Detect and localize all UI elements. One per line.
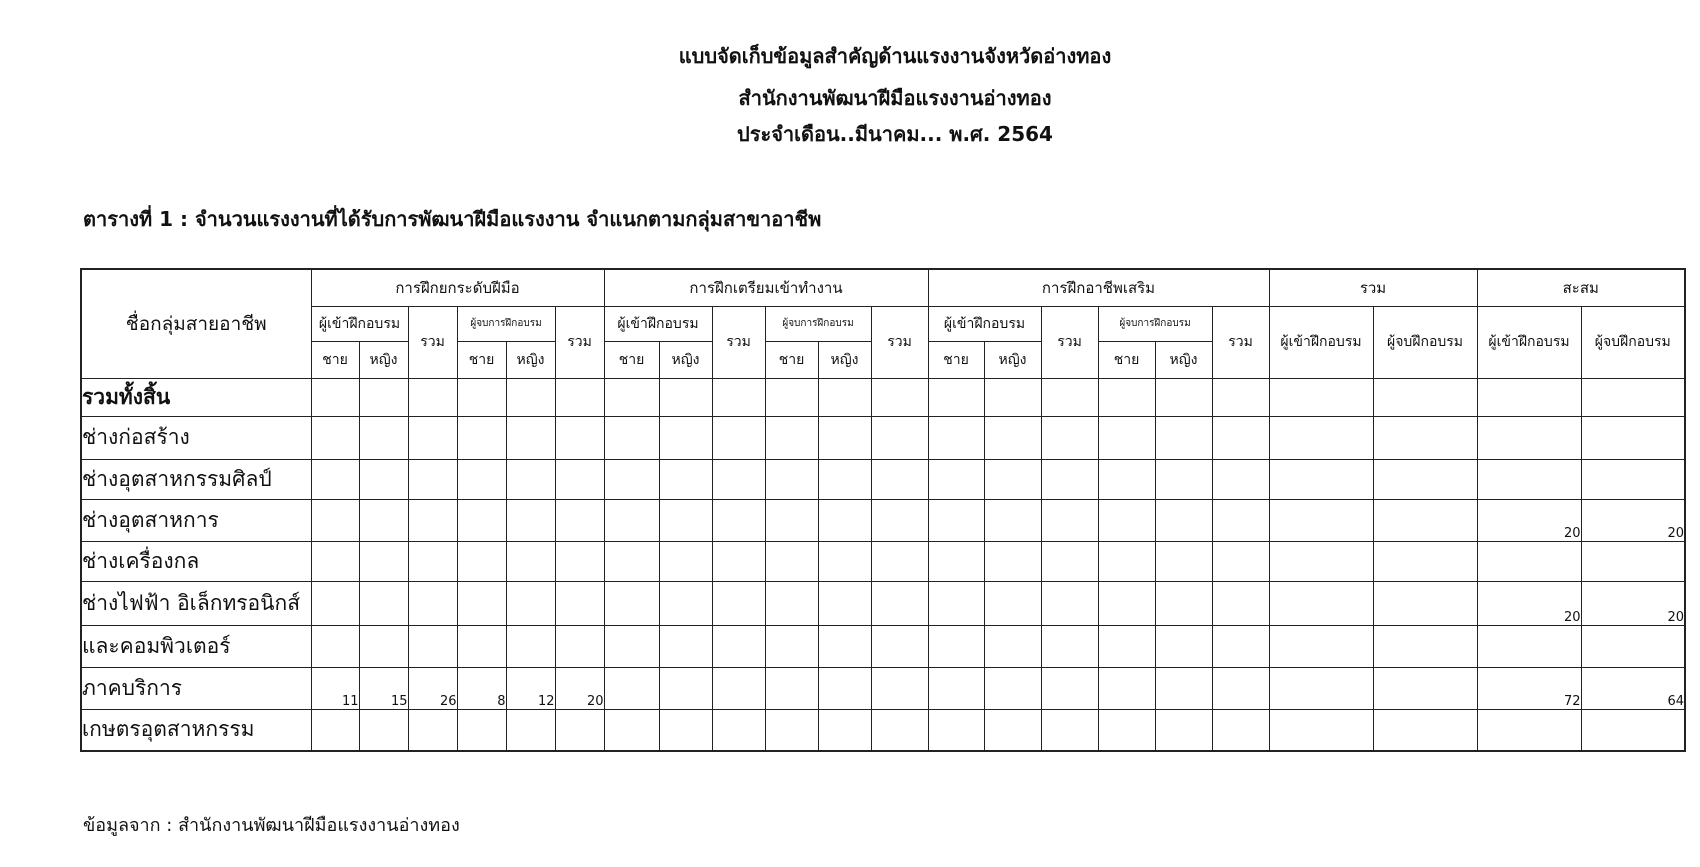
table-cell <box>1581 416 1685 459</box>
table-cell: 20 <box>1477 581 1581 625</box>
table-cell <box>871 709 928 751</box>
table-row <box>81 581 1685 625</box>
total-header: รวม <box>1212 306 1269 378</box>
table-cell <box>457 625 506 667</box>
female-header: หญิง <box>659 341 712 378</box>
table-cell <box>928 459 984 499</box>
table-cell <box>1477 378 1581 416</box>
name-column-header: ชื่อกลุ่มสายอาชีพ <box>81 269 311 378</box>
table-cell <box>1269 625 1373 667</box>
table-row <box>81 541 1685 581</box>
table-cell <box>928 499 984 541</box>
table-cell <box>457 581 506 625</box>
table-cell <box>818 459 871 499</box>
table-cell <box>1373 459 1477 499</box>
table-cell <box>818 667 871 709</box>
table-cell <box>984 709 1041 751</box>
table-cell <box>555 499 604 541</box>
table-cell <box>928 378 984 416</box>
table-cell <box>1269 581 1373 625</box>
table-cell <box>1581 378 1685 416</box>
table-cell <box>928 541 984 581</box>
table-cell <box>555 459 604 499</box>
table-cell <box>1155 709 1212 751</box>
table-cell <box>1155 581 1212 625</box>
group-header-cumulative: สะสม <box>1477 269 1685 306</box>
table-cell <box>712 581 765 625</box>
table-cell <box>1155 459 1212 499</box>
total-header: รวม <box>555 306 604 378</box>
table-row <box>81 709 1685 751</box>
table-cell <box>1155 416 1212 459</box>
graduate-header: ผู้จบการฝึกอบรม <box>765 306 871 341</box>
table-cell <box>659 378 712 416</box>
row-label: ช่างก่อสร้าง <box>81 416 311 459</box>
table-cell <box>555 416 604 459</box>
table-cell <box>1212 541 1269 581</box>
table-cell: 72 <box>1477 667 1581 709</box>
table-cell <box>871 667 928 709</box>
table-cell <box>1041 581 1098 625</box>
table-cell <box>311 709 359 751</box>
table-cell <box>359 541 408 581</box>
table-cell <box>1098 378 1155 416</box>
table-cell <box>604 667 659 709</box>
table-cell <box>1155 541 1212 581</box>
table-cell <box>871 541 928 581</box>
graduate-header: ผู้จบการฝึกอบรม <box>457 306 555 341</box>
female-header: หญิง <box>359 341 408 378</box>
table-cell <box>871 416 928 459</box>
table-cell <box>555 378 604 416</box>
source-note: ข้อมูลจาก : สำนักงานพัฒนาฝีมือแรงงานอ่างทอง <box>83 815 460 836</box>
table-cell <box>311 625 359 667</box>
table-cell <box>359 416 408 459</box>
table-cell <box>506 541 555 581</box>
table-cell <box>555 541 604 581</box>
table-cell <box>659 581 712 625</box>
male-header: ชาย <box>604 341 659 378</box>
cumulative-graduate-header: ผู้จบฝึกอบรม <box>1581 306 1685 378</box>
table-cell <box>1041 499 1098 541</box>
table-cell: 20 <box>1477 499 1581 541</box>
female-header: หญิง <box>1155 341 1212 378</box>
table-cell <box>712 378 765 416</box>
table-cell: 20 <box>1581 499 1685 541</box>
table-cell <box>765 667 818 709</box>
table-cell <box>1269 667 1373 709</box>
table-cell <box>1373 625 1477 667</box>
table-cell <box>1098 625 1155 667</box>
table-row <box>81 416 1685 459</box>
table-cell: 15 <box>359 667 408 709</box>
row-label: และคอมพิวเตอร์ <box>81 625 311 667</box>
table-cell <box>604 709 659 751</box>
table-cell <box>506 625 555 667</box>
table-cell <box>659 459 712 499</box>
table-cell <box>506 709 555 751</box>
male-header: ชาย <box>765 341 818 378</box>
table-cell <box>871 459 928 499</box>
table-cell <box>1373 541 1477 581</box>
table-cell <box>818 499 871 541</box>
sum-graduate-header: ผู้จบฝึกอบรม <box>1373 306 1477 378</box>
table-cell <box>1581 459 1685 499</box>
table-cell: 11 <box>311 667 359 709</box>
row-label: ภาคบริการ <box>81 667 311 709</box>
trainee-header: ผู้เข้าฝึกอบรม <box>311 306 408 341</box>
table-cell <box>457 499 506 541</box>
table-cell: 20 <box>555 667 604 709</box>
table-cell <box>1269 709 1373 751</box>
table-cell <box>1477 709 1581 751</box>
table-cell <box>984 416 1041 459</box>
table-cell <box>506 581 555 625</box>
table-cell <box>871 625 928 667</box>
table-cell <box>604 541 659 581</box>
table-cell <box>1155 378 1212 416</box>
row-label: ช่างเครื่องกล <box>81 541 311 581</box>
table-cell <box>1098 541 1155 581</box>
table-cell <box>1098 416 1155 459</box>
table-row <box>81 667 1685 709</box>
table-cell <box>1041 378 1098 416</box>
table-cell <box>408 709 457 751</box>
table-cell <box>408 416 457 459</box>
table-cell <box>1477 459 1581 499</box>
table-cell <box>1269 416 1373 459</box>
row-label: เกษตรอุตสาหกรรม <box>81 709 311 751</box>
table-cell <box>1373 581 1477 625</box>
table-cell <box>408 459 457 499</box>
table-cell <box>555 625 604 667</box>
table-cell <box>765 541 818 581</box>
total-header: รวม <box>871 306 928 378</box>
table-cell <box>1269 541 1373 581</box>
total-header: รวม <box>1041 306 1098 378</box>
table-cell <box>604 581 659 625</box>
table-cell <box>1098 459 1155 499</box>
table-cell <box>659 667 712 709</box>
row-label: ช่างไฟฟ้า อิเล็กทรอนิกส์ <box>81 581 311 625</box>
agency-name: สำนักงานพัฒนาฝีมือแรงงานอ่างทอง <box>738 86 1052 110</box>
table-cell <box>408 541 457 581</box>
table-cell <box>1155 625 1212 667</box>
table-cell <box>928 709 984 751</box>
table-cell <box>1041 709 1098 751</box>
table-cell <box>712 709 765 751</box>
table-cell <box>1041 416 1098 459</box>
table-cell <box>1477 625 1581 667</box>
table-cell <box>765 378 818 416</box>
table-cell <box>457 459 506 499</box>
table-cell: 12 <box>506 667 555 709</box>
group-header-upskill: การฝึกยกระดับฝีมือ <box>311 269 604 306</box>
table-cell <box>984 378 1041 416</box>
table-cell <box>984 581 1041 625</box>
table-cell <box>765 459 818 499</box>
female-header: หญิง <box>506 341 555 378</box>
table-cell <box>311 416 359 459</box>
table-cell <box>311 459 359 499</box>
male-header: ชาย <box>457 341 506 378</box>
table-cell <box>604 459 659 499</box>
table-cell <box>712 667 765 709</box>
row-label: รวมทั้งสิ้น <box>81 378 311 416</box>
table-cell <box>1373 667 1477 709</box>
table-cell <box>1373 378 1477 416</box>
female-header: หญิง <box>984 341 1041 378</box>
table-cell <box>1041 667 1098 709</box>
trainee-header: ผู้เข้าฝึกอบรม <box>928 306 1041 341</box>
table-cell <box>1269 378 1373 416</box>
table-cell <box>818 541 871 581</box>
group-header-total: รวม <box>1269 269 1477 306</box>
table-cell <box>871 378 928 416</box>
report-period: ประจำเดือน..มีนาคม... พ.ศ. 2564 <box>737 122 1053 146</box>
table-cell <box>1269 499 1373 541</box>
table-cell <box>311 541 359 581</box>
table-cell <box>1212 499 1269 541</box>
table-cell <box>659 541 712 581</box>
table-cell <box>311 499 359 541</box>
table-cell <box>1373 499 1477 541</box>
table-cell <box>984 625 1041 667</box>
table-cell <box>604 416 659 459</box>
table-cell <box>311 581 359 625</box>
table-cell <box>1041 625 1098 667</box>
table-cell <box>659 625 712 667</box>
table-cell <box>818 581 871 625</box>
table-cell: 26 <box>408 667 457 709</box>
table-cell <box>1581 541 1685 581</box>
table-cell <box>1155 667 1212 709</box>
table-cell <box>818 416 871 459</box>
table-cell <box>604 378 659 416</box>
cumulative-trainee-header: ผู้เข้าฝึกอบรม <box>1477 306 1581 378</box>
graduate-header: ผู้จบการฝึกอบรม <box>1098 306 1212 341</box>
table-cell <box>1041 541 1098 581</box>
table-cell <box>408 625 457 667</box>
table-cell <box>1041 459 1098 499</box>
table-cell <box>604 499 659 541</box>
table-cell <box>818 709 871 751</box>
table-cell <box>765 709 818 751</box>
table-cell <box>359 581 408 625</box>
table-cell <box>712 541 765 581</box>
table-cell <box>928 667 984 709</box>
table-cell <box>1098 709 1155 751</box>
table-cell <box>1477 416 1581 459</box>
table-cell: 64 <box>1581 667 1685 709</box>
row-label: ช่างอุตสาหกรรมศิลป์ <box>81 459 311 499</box>
table-cell <box>1098 581 1155 625</box>
table-cell <box>1212 581 1269 625</box>
table-cell <box>408 581 457 625</box>
total-header: รวม <box>408 306 457 378</box>
table-cell <box>984 667 1041 709</box>
sum-trainee-header: ผู้เข้าฝึกอบรม <box>1269 306 1373 378</box>
group-header-supplementary: การฝึกอาชีพเสริม <box>928 269 1269 306</box>
form-title: แบบจัดเก็บข้อมูลสำคัญด้านแรงงานจังหวัดอ่างทอง <box>678 44 1112 68</box>
male-header: ชาย <box>311 341 359 378</box>
table-cell <box>506 459 555 499</box>
table-cell <box>1373 709 1477 751</box>
table-cell <box>1212 667 1269 709</box>
table-cell <box>1373 416 1477 459</box>
table-row <box>81 625 1685 667</box>
group-header-pre-employment: การฝึกเตรียมเข้าทำงาน <box>604 269 928 306</box>
training-table <box>80 268 1686 752</box>
trainee-header: ผู้เข้าฝึกอบรม <box>604 306 712 341</box>
table-cell <box>659 416 712 459</box>
table-cell: 8 <box>457 667 506 709</box>
table-cell <box>1155 499 1212 541</box>
table-cell <box>1098 499 1155 541</box>
table-cell <box>765 625 818 667</box>
table-cell <box>1212 709 1269 751</box>
table-cell <box>765 581 818 625</box>
table-cell <box>659 499 712 541</box>
table-cell <box>1269 459 1373 499</box>
table-cell <box>712 625 765 667</box>
table-cell <box>408 378 457 416</box>
table-cell <box>555 581 604 625</box>
table-cell <box>359 459 408 499</box>
table-cell <box>984 499 1041 541</box>
table-cell: 20 <box>1581 581 1685 625</box>
table-cell <box>818 378 871 416</box>
table-row <box>81 459 1685 499</box>
table-cell <box>765 499 818 541</box>
table-cell <box>1212 378 1269 416</box>
table-cell <box>359 499 408 541</box>
table-cell <box>928 581 984 625</box>
table-cell <box>506 499 555 541</box>
male-header: ชาย <box>928 341 984 378</box>
table-row <box>81 378 1685 416</box>
table-cell <box>1581 709 1685 751</box>
male-header: ชาย <box>1098 341 1155 378</box>
table-cell <box>928 625 984 667</box>
table-cell <box>457 541 506 581</box>
table-cell <box>1212 459 1269 499</box>
table-cell <box>457 378 506 416</box>
table-cell <box>659 709 712 751</box>
table-cell <box>712 459 765 499</box>
table-cell <box>712 416 765 459</box>
female-header: หญิง <box>818 341 871 378</box>
table-cell <box>871 581 928 625</box>
table-cell <box>457 416 506 459</box>
table-cell <box>1212 416 1269 459</box>
table-cell <box>311 378 359 416</box>
table-cell <box>818 625 871 667</box>
table-body <box>81 378 1685 751</box>
table-cell <box>1581 625 1685 667</box>
table-cell <box>359 625 408 667</box>
table-cell <box>457 709 506 751</box>
table-caption: ตารางที่ 1 : จำนวนแรงงานที่ได้รับการพัฒนาฝีมือแรงงาน จำแนกตามกลุ่มสาขาอาชีพ <box>83 207 822 231</box>
table-cell <box>1098 667 1155 709</box>
row-label: ช่างอุตสาหการ <box>81 499 311 541</box>
table-row <box>81 499 1685 541</box>
table-cell <box>712 499 765 541</box>
table-cell <box>506 416 555 459</box>
table-cell <box>1212 625 1269 667</box>
table-cell <box>408 499 457 541</box>
table-cell <box>1477 541 1581 581</box>
table-cell <box>555 709 604 751</box>
table-cell <box>604 625 659 667</box>
table-cell <box>928 416 984 459</box>
table-cell <box>984 459 1041 499</box>
table-cell <box>984 541 1041 581</box>
table-cell <box>765 416 818 459</box>
total-header: รวม <box>712 306 765 378</box>
table-cell <box>506 378 555 416</box>
table-cell <box>871 499 928 541</box>
table-cell <box>359 378 408 416</box>
table-cell <box>359 709 408 751</box>
